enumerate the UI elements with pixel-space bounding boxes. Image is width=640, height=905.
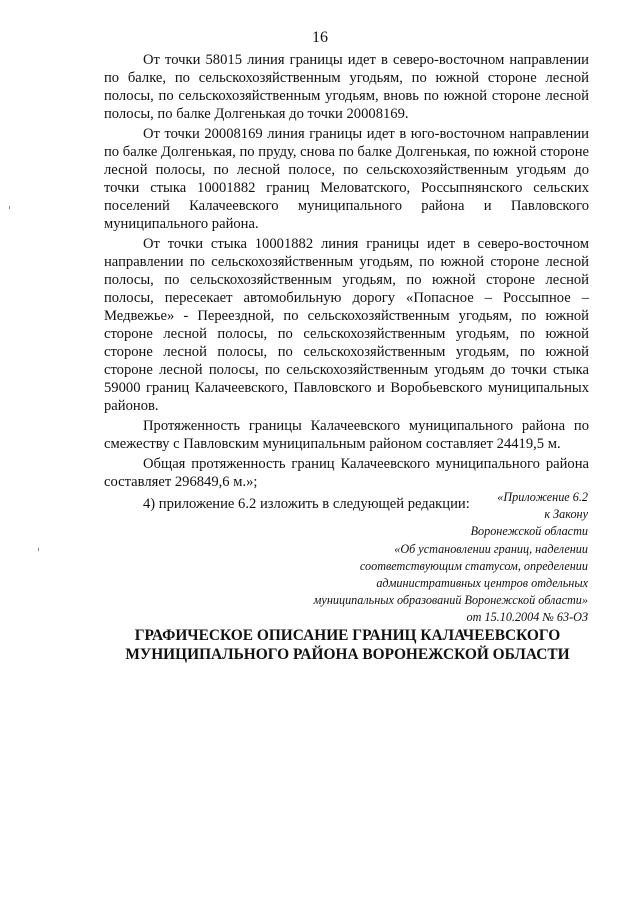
appendix-header xyxy=(268,489,588,627)
paragraph: Протяженность границы Калачеевского муниципального района по смежеству с Павловским муниципальным районом составляет 24419,5 м. xyxy=(104,418,589,452)
appendix-line: муниципальных образований Воронежской области» xyxy=(313,593,588,608)
appendix-line: соответствующим статусом, определении xyxy=(359,558,588,573)
appendix-line: к Закону xyxy=(544,507,588,522)
appendix-line: от 15.10.2004 № 63-ОЗ xyxy=(466,610,588,625)
scan-mark xyxy=(9,206,10,209)
appendix-line: «Об установлении границ, наделении xyxy=(394,541,588,556)
paragraph: Общая протяженность границ Калачеевского муниципального района составляет 296849,6 м.»; xyxy=(104,456,589,490)
amendment-instruction: 4) приложение 6.2 изложить в следующей редакции: xyxy=(143,496,470,512)
page-number: 16 xyxy=(312,29,328,46)
appendix-line: административных центров отдельных xyxy=(376,576,588,591)
appendix-line: «Приложение 6.2 xyxy=(497,490,588,504)
paragraph: От точки стыка 10001882 линия границы идет в северо-восточном направлении по сельскохозяйственным угодьям, по южной стороне лесной полосы, по сельскохозяйственным угодьям, по южной стороне лесной полосы, пересекает автомобильную дорогу «Попасное – Россыпное – Медвежье» - Переездной, по сельскохозяйственным угодьям, по южной стороне лесной полосы, по сельскохозяйственным угодьям, по южной стороне лесной полосы, по сельскохозяйственным угодьям, по южной стороне лесной полосы, по сельскохозяйственным угодьям до точки стыка 59000 границ Калачеевского, Павловского и Воробьевского муниципальных районов. xyxy=(104,236,589,414)
scan-mark xyxy=(38,548,39,551)
document-title xyxy=(100,627,595,664)
paragraph: От точки 20008169 линия границы идет в юго-восточном направлении по балке Долгенькая, по пруду, снова по балке Долгенькая, по южной стороне лесной полосы, по лесной полосе, по сельскохозяйственным угодьям до точки стыка 10001882 границ Меловатского, Россыпнянского сельских поселений Калачеевского муниципального района и Павловского муниципального района. xyxy=(104,126,589,232)
appendix-line: Воронежской области xyxy=(470,524,588,539)
title-line: МУНИЦИПАЛЬНОГО РАЙОНА ВОРОНЕЖСКОЙ ОБЛАСТИ xyxy=(125,645,570,663)
title-line: ГРАФИЧЕСКОЕ ОПИСАНИЕ ГРАНИЦ КАЛАЧЕЕВСКОГО xyxy=(134,627,561,644)
body-text xyxy=(104,51,589,515)
paragraph: От точки 58015 линия границы идет в северо-восточном направлении по балке, по сельскохозяйственным угодьям, по южной стороне лесной полосы, по сельскохозяйственным угодьям, вновь по южной стороне лесной полосы, по балке Долгенькая до точки 20008169. xyxy=(104,52,589,122)
